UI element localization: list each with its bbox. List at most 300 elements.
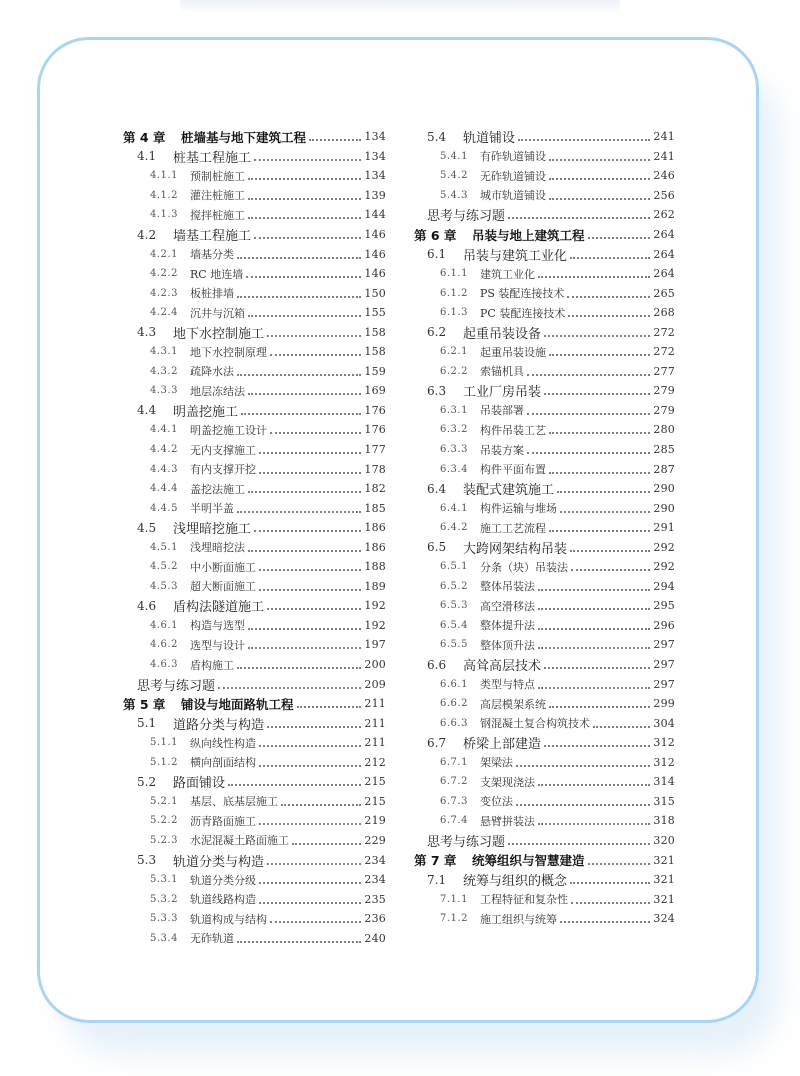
toc-entry-page: 158 xyxy=(364,345,386,359)
toc-entry-title: 盖挖法施工 xyxy=(190,482,245,496)
dot-leader xyxy=(549,158,650,161)
toc-entry-number: 4.4.3 xyxy=(150,463,178,475)
dot-leader xyxy=(568,314,650,317)
toc-entry-page: 256 xyxy=(653,188,675,202)
toc-entry-chapter[interactable] xyxy=(414,850,675,870)
toc-entry-page: 264 xyxy=(653,228,675,241)
toc-entry-number: 6.6.3 xyxy=(440,717,468,729)
toc-entry-title: 桥梁上部建造 xyxy=(463,737,542,753)
toc-entry-page: 240 xyxy=(364,931,386,945)
toc-entry-number: 7.1.1 xyxy=(440,893,468,905)
toc-entry-section[interactable] xyxy=(123,772,386,792)
toc-entry-subsection[interactable] xyxy=(123,928,386,948)
dot-leader xyxy=(538,686,650,689)
toc-entry-page: 176 xyxy=(364,423,386,437)
toc-entry-title: 整体顶升法 xyxy=(480,638,535,652)
toc-entry-number: 6.2 xyxy=(427,325,447,340)
toc-entry-page: 177 xyxy=(364,443,386,457)
toc-entry-title: 地层冻结法 xyxy=(190,384,245,398)
toc-entry-number: 4.6.3 xyxy=(150,659,178,671)
toc-entry-page: 134 xyxy=(364,130,386,144)
toc-entry-title: 桩墙基与地下建筑工程 xyxy=(181,129,307,145)
toc-entry-page: 280 xyxy=(653,423,675,437)
toc-entry-number: 4.3.3 xyxy=(150,385,178,397)
dot-leader xyxy=(254,236,361,239)
toc-entry-subsection[interactable] xyxy=(123,577,386,597)
toc-entry-title: 无砟轨道 xyxy=(190,932,234,946)
toc-entry-number: 第 4 章 xyxy=(123,129,166,145)
toc-entry-page: 246 xyxy=(653,169,675,183)
toc-entry-number: 4.4 xyxy=(137,403,157,418)
toc-entry-subsection[interactable] xyxy=(414,694,675,714)
toc-entry-page: 291 xyxy=(653,521,675,535)
dot-leader xyxy=(292,842,361,845)
dot-leader xyxy=(570,549,650,552)
toc-entry-title: 变位法 xyxy=(480,795,513,809)
toc-entry-number: 5.2 xyxy=(137,774,157,789)
toc-entry-number: 6.7.3 xyxy=(440,795,468,807)
toc-entry-title: 沥青路面施工 xyxy=(190,814,256,828)
toc-entry-subsection[interactable] xyxy=(414,283,675,303)
toc-entry-number: 6.1.2 xyxy=(440,287,468,299)
toc-entry-page: 297 xyxy=(653,638,675,652)
dot-leader xyxy=(527,451,650,454)
dot-leader xyxy=(549,529,650,532)
dot-leader xyxy=(248,216,361,219)
toc-entry-exercise[interactable] xyxy=(414,205,675,225)
toc-entry-page: 234 xyxy=(364,873,386,887)
toc-entry-page: 304 xyxy=(653,716,675,730)
toc-entry-subsection[interactable] xyxy=(123,498,386,518)
toc-entry-page: 321 xyxy=(653,892,675,906)
toc-entry-title: 浅埋暗挖施工 xyxy=(173,522,252,538)
toc-entry-page: 234 xyxy=(364,853,386,867)
dot-leader xyxy=(267,725,361,728)
toc-entry-subsection[interactable] xyxy=(123,811,386,831)
toc-entry-page: 192 xyxy=(364,618,386,632)
toc-entry-page: 215 xyxy=(364,775,386,789)
toc-entry-section[interactable] xyxy=(123,518,386,538)
toc-entry-title: 装配式建筑施工 xyxy=(463,483,555,499)
toc-entry-title: 无内支撑施工 xyxy=(190,443,256,457)
toc-entry-subsection[interactable] xyxy=(123,420,386,440)
toc-entry-title: 地下水控制原理 xyxy=(190,345,267,359)
toc-entry-page: 229 xyxy=(364,833,386,847)
toc-entry-subsection[interactable] xyxy=(123,244,386,264)
toc-entry-page: 158 xyxy=(364,325,386,339)
toc-entry-number: 5.3.1 xyxy=(150,874,178,886)
toc-entry-page: 312 xyxy=(653,755,675,769)
toc-entry-title: 盾构法隧道施工 xyxy=(173,600,265,616)
toc-entry-page: 314 xyxy=(653,775,675,789)
dot-leader xyxy=(237,256,361,259)
toc-entry-subsection[interactable] xyxy=(123,283,386,303)
toc-entry-number: 5.3.4 xyxy=(150,932,178,944)
toc-entry-title: 构造与选型 xyxy=(190,619,245,633)
toc-entry-subsection[interactable] xyxy=(123,264,386,284)
toc-entry-number: 4.5.1 xyxy=(150,541,178,553)
toc-entry-exercise[interactable] xyxy=(414,831,675,851)
toc-entry-title: 构件运输与堆场 xyxy=(480,502,557,516)
toc-entry-page: 146 xyxy=(364,247,386,261)
dot-leader xyxy=(248,490,361,493)
toc-entry-title: 吊装部署 xyxy=(480,404,524,418)
dot-leader xyxy=(549,431,650,434)
toc-entry-subsection[interactable] xyxy=(414,596,675,616)
dot-leader xyxy=(516,764,650,767)
toc-entry-title: 轨道线路构造 xyxy=(190,893,256,907)
toc-entry-subsection[interactable] xyxy=(123,557,386,577)
toc-entry-title: 建筑工业化 xyxy=(480,267,535,281)
toc-entry-subsection[interactable] xyxy=(414,459,675,479)
toc-entry-page: 189 xyxy=(364,579,386,593)
toc-entry-title: 吊装与建筑工业化 xyxy=(463,248,568,264)
toc-entry-page: 185 xyxy=(364,501,386,515)
toc-entry-subsection[interactable] xyxy=(414,772,675,792)
toc-entry-subsection[interactable] xyxy=(414,166,675,186)
toc-entry-title: 盾构施工 xyxy=(190,658,234,672)
toc-entry-page: 290 xyxy=(653,482,675,496)
toc-entry-title: 高空滑移法 xyxy=(480,599,535,613)
toc-entry-number: 4.1.3 xyxy=(150,209,178,221)
toc-entry-subsection[interactable] xyxy=(123,733,386,753)
toc-entry-page: 209 xyxy=(364,677,386,691)
toc-entry-page: 146 xyxy=(364,267,386,281)
toc-entry-number: 6.3.2 xyxy=(440,424,468,436)
dot-leader xyxy=(527,373,650,376)
toc-entry-title: 起重吊装设施 xyxy=(480,345,546,359)
toc-entry-title: 半明半盖 xyxy=(190,502,234,516)
toc-entry-section[interactable] xyxy=(414,870,675,890)
dot-leader xyxy=(267,862,361,865)
toc-entry-page: 297 xyxy=(653,658,675,672)
toc-entry-title: 铺设与地面路轨工程 xyxy=(181,696,294,712)
toc-entry-section[interactable] xyxy=(414,479,675,499)
toc-entry-title: 施工工艺流程 xyxy=(480,521,546,535)
dot-leader xyxy=(549,197,650,200)
toc-entry-title: 吊装方案 xyxy=(480,443,524,457)
dot-leader xyxy=(593,725,650,728)
toc-entry-subsection[interactable] xyxy=(123,792,386,812)
toc-entry-subsection[interactable] xyxy=(414,713,675,733)
dot-leader xyxy=(549,177,650,180)
toc-entry-page: 241 xyxy=(653,130,675,144)
toc-entry-subsection[interactable] xyxy=(123,537,386,557)
toc-entry-page: 219 xyxy=(364,814,386,828)
dot-leader xyxy=(237,510,361,513)
toc-entry-subsection[interactable] xyxy=(123,459,386,479)
toc-entry-page: 134 xyxy=(364,169,386,183)
toc-column-left xyxy=(123,127,386,948)
toc-entry-number: 4.5 xyxy=(137,520,157,535)
toc-entry-number: 6.5.1 xyxy=(440,561,468,573)
toc-entry-subsection[interactable] xyxy=(123,303,386,323)
toc-entry-section[interactable] xyxy=(123,713,386,733)
toc-entry-subsection[interactable] xyxy=(414,811,675,831)
toc-entry-title: 有砟轨道铺设 xyxy=(480,150,546,164)
toc-entry-section[interactable] xyxy=(414,322,675,342)
toc-entry-number: 6.5.2 xyxy=(440,580,468,592)
toc-entry-title: 统筹与组织的概念 xyxy=(463,874,568,890)
toc-entry-title: 水泥混凝土路面施工 xyxy=(190,834,289,848)
toc-entry-subsection[interactable] xyxy=(123,831,386,851)
toc-entry-subsection[interactable] xyxy=(123,342,386,362)
dot-leader xyxy=(248,549,361,552)
toc-entry-subsection[interactable] xyxy=(414,440,675,460)
toc-entry-number: 6.4.1 xyxy=(440,502,468,514)
toc-entry-page: 297 xyxy=(653,677,675,691)
toc-entry-page: 262 xyxy=(653,208,675,222)
toc-entry-subsection[interactable] xyxy=(123,635,386,655)
toc-entry-page: 279 xyxy=(653,384,675,398)
toc-entry-page: 324 xyxy=(653,912,675,926)
toc-entry-subsection[interactable] xyxy=(123,655,386,675)
toc-entry-section[interactable] xyxy=(414,381,675,401)
toc-entry-page: 150 xyxy=(364,286,386,300)
dot-leader xyxy=(538,822,650,825)
dot-leader xyxy=(241,412,361,415)
toc-entry-page: 315 xyxy=(653,794,675,808)
toc-entry-number: 5.3 xyxy=(137,853,157,867)
dot-leader xyxy=(237,940,361,943)
toc-entry-subsection[interactable] xyxy=(414,909,675,929)
dot-leader xyxy=(237,373,361,376)
toc-entry-page: 321 xyxy=(653,873,675,887)
toc-entry-title: 预制桩施工 xyxy=(190,169,245,183)
toc-entry-section[interactable] xyxy=(414,127,675,147)
toc-entry-page: 211 xyxy=(364,697,386,711)
toc-entry-page: 312 xyxy=(653,736,675,750)
toc-entry-page: 296 xyxy=(653,618,675,632)
toc-entry-title: 有内支撑开挖 xyxy=(190,463,256,477)
toc-entry-subsection[interactable] xyxy=(123,889,386,909)
toc-entry-title: 高层模架系统 xyxy=(480,697,546,711)
toc-entry-number: 4.6 xyxy=(137,598,157,613)
toc-entry-subsection[interactable] xyxy=(414,557,675,577)
dot-leader xyxy=(538,646,650,649)
toc-entry-page: 139 xyxy=(364,188,386,202)
toc-entry-title: 轨道铺设 xyxy=(463,131,516,147)
toc-entry-title: 起重吊装设备 xyxy=(463,326,542,342)
toc-entry-section[interactable] xyxy=(123,147,386,167)
toc-entry-subsection[interactable] xyxy=(123,479,386,499)
toc-entry-page: 320 xyxy=(653,833,675,847)
dot-leader xyxy=(297,705,362,708)
toc-entry-subsection[interactable] xyxy=(414,889,675,909)
dot-leader xyxy=(538,588,650,591)
toc-entry-title: 墙基分类 xyxy=(190,248,234,262)
toc-entry-subsection[interactable] xyxy=(414,420,675,440)
toc-entry-number: 6.1.3 xyxy=(440,307,468,319)
toc-entry-page: 272 xyxy=(653,325,675,339)
toc-entry-subsection[interactable] xyxy=(414,186,675,206)
toc-entry-page: 294 xyxy=(653,579,675,593)
toc-entry-page: 265 xyxy=(653,286,675,300)
toc-entry-number: 5.4.3 xyxy=(440,189,468,201)
toc-entry-exercise[interactable] xyxy=(123,674,386,694)
toc-entry-subsection[interactable] xyxy=(414,362,675,382)
toc-entry-subsection[interactable] xyxy=(414,753,675,773)
dot-leader xyxy=(538,607,650,610)
toc-entry-number: 4.4.2 xyxy=(150,444,178,456)
toc-entry-title: 大跨网架结构吊装 xyxy=(463,541,568,557)
toc-entry-number: 4.3.1 xyxy=(150,346,178,358)
dot-leader xyxy=(254,529,361,532)
toc-entry-number: 5.1.2 xyxy=(150,756,178,768)
toc-entry-title: 思考与练习题 xyxy=(427,834,506,850)
toc-entry-subsection[interactable] xyxy=(414,674,675,694)
toc-entry-title: 轨道分类与构造 xyxy=(173,854,265,870)
toc-entry-title: 桩基工程施工 xyxy=(173,150,252,166)
toc-entry-title: 道路分类与构造 xyxy=(173,717,265,733)
toc-entry-title: RC 地连墙 xyxy=(190,267,244,281)
toc-entry-section[interactable] xyxy=(123,225,386,245)
toc-entry-chapter[interactable] xyxy=(414,225,675,245)
toc-entry-section[interactable] xyxy=(123,850,386,870)
toc-entry-section[interactable] xyxy=(414,655,675,675)
dot-leader xyxy=(267,607,361,610)
dot-leader xyxy=(270,431,361,434)
toc-entry-subsection[interactable] xyxy=(414,616,675,636)
toc-entry-section[interactable] xyxy=(123,596,386,616)
toc-entry-title: 分条（块）吊装法 xyxy=(480,560,568,574)
toc-entry-number: 6.4 xyxy=(427,481,447,496)
toc-entry-title: 构件平面布置 xyxy=(480,463,546,477)
toc-entry-title: 轨道构成与结构 xyxy=(190,912,267,926)
toc-entry-section[interactable] xyxy=(414,244,675,264)
toc-entry-title: 搅拌桩施工 xyxy=(190,208,245,222)
toc-entry-subsection[interactable] xyxy=(123,186,386,206)
dot-leader xyxy=(549,353,650,356)
toc-entry-page: 159 xyxy=(364,364,386,378)
toc-entry-page: 277 xyxy=(653,364,675,378)
dot-leader xyxy=(567,295,650,298)
toc-entry-title: 工程特征和复杂性 xyxy=(480,893,568,907)
toc-entry-page: 144 xyxy=(364,208,386,222)
dot-leader xyxy=(544,744,650,747)
dot-leader xyxy=(570,881,650,884)
toc-entry-number: 4.6.1 xyxy=(150,619,178,631)
toc-entry-subsection[interactable] xyxy=(414,498,675,518)
toc-entry-number: 5.3.2 xyxy=(150,893,178,905)
toc-entry-subsection[interactable] xyxy=(123,205,386,225)
toc-entry-page: 299 xyxy=(653,697,675,711)
toc-entry-number: 4.2 xyxy=(137,227,157,242)
toc-entry-page: 188 xyxy=(364,560,386,574)
toc-entry-number: 6.5 xyxy=(427,540,447,555)
dot-leader xyxy=(218,686,361,689)
toc-entry-subsection[interactable] xyxy=(123,909,386,929)
toc-entry-title: 高耸高层技术 xyxy=(463,659,542,675)
toc-entry-section[interactable] xyxy=(414,537,675,557)
toc-entry-page: 272 xyxy=(653,345,675,359)
toc-entry-section[interactable] xyxy=(123,401,386,421)
toc-entry-page: 155 xyxy=(364,306,386,320)
dot-leader xyxy=(527,412,650,415)
toc-entry-chapter[interactable] xyxy=(123,694,386,714)
toc-entry-subsection[interactable] xyxy=(123,166,386,186)
toc-entry-number: 6.3 xyxy=(427,383,447,398)
toc-entry-page: 241 xyxy=(653,149,675,163)
toc-entry-number: 6.3.4 xyxy=(440,463,468,475)
toc-entry-subsection[interactable] xyxy=(414,342,675,362)
dot-leader xyxy=(259,822,361,825)
dot-leader xyxy=(309,138,361,141)
toc-entry-page: 178 xyxy=(364,462,386,476)
toc-entry-number: 4.6.2 xyxy=(150,639,178,651)
toc-entry-subsection[interactable] xyxy=(123,616,386,636)
toc-entry-title: 轨道分类分级 xyxy=(190,873,256,887)
toc-entry-title: 索锚机具 xyxy=(480,365,524,379)
toc-entry-number: 4.4.1 xyxy=(150,424,178,436)
toc-entry-subsection[interactable] xyxy=(123,753,386,773)
toc-entry-subsection[interactable] xyxy=(123,362,386,382)
toc-entry-title: 悬臂拼装法 xyxy=(480,814,535,828)
toc-entry-title: 城市轨道铺设 xyxy=(480,189,546,203)
toc-entry-subsection[interactable] xyxy=(414,518,675,538)
dot-leader xyxy=(549,471,650,474)
toc-entry-title: 明盖挖施工 xyxy=(173,404,239,420)
dot-leader xyxy=(588,236,651,239)
dot-leader xyxy=(538,783,650,786)
toc-entry-number: 7.1 xyxy=(427,872,447,887)
toc-entry-title: 沉井与沉箱 xyxy=(190,306,245,320)
toc-entry-subsection[interactable] xyxy=(414,147,675,167)
toc-entry-number: 6.7 xyxy=(427,735,447,750)
toc-entry-subsection[interactable] xyxy=(414,635,675,655)
toc-entry-number: 4.4.4 xyxy=(150,483,178,495)
toc-entry-subsection[interactable] xyxy=(414,792,675,812)
toc-entry-subsection[interactable] xyxy=(414,303,675,323)
toc-entry-page: 292 xyxy=(653,540,675,554)
toc-entry-number: 第 7 章 xyxy=(414,853,457,868)
toc-entry-number: 6.5.4 xyxy=(440,619,468,631)
toc-entry-number: 4.2.1 xyxy=(150,248,178,260)
toc-entry-title: 选型与设计 xyxy=(190,638,245,652)
dot-leader xyxy=(270,920,361,923)
toc-entry-section[interactable] xyxy=(123,322,386,342)
toc-entry-chapter[interactable] xyxy=(123,127,386,147)
toc-entry-title: PC 装配连接技术 xyxy=(480,306,566,320)
toc-entry-subsection[interactable] xyxy=(123,870,386,890)
toc-entry-page: 235 xyxy=(364,892,386,906)
toc-entry-page: 197 xyxy=(364,638,386,652)
toc-entry-subsection[interactable] xyxy=(123,381,386,401)
toc-entry-title: 横向剖面结构 xyxy=(190,756,256,770)
dot-leader xyxy=(259,744,361,747)
toc-entry-number: 4.1.1 xyxy=(150,170,178,182)
toc-entry-subsection[interactable] xyxy=(414,264,675,284)
toc-entry-title: 吊装与地上建筑工程 xyxy=(472,227,585,243)
dot-leader xyxy=(571,568,650,571)
dot-leader xyxy=(248,646,361,649)
toc-entry-subsection[interactable] xyxy=(414,401,675,421)
toc-entry-section[interactable] xyxy=(414,733,675,753)
toc-entry-title: 工业厂房吊装 xyxy=(463,385,542,401)
toc-entry-number: 4.5.2 xyxy=(150,561,178,573)
toc-entry-number: 5.3.3 xyxy=(150,913,178,925)
dot-leader xyxy=(560,510,650,513)
toc-entry-subsection[interactable] xyxy=(414,577,675,597)
toc-entry-number: 6.3.3 xyxy=(440,444,468,456)
dot-leader xyxy=(246,275,361,278)
toc-entry-title: 施工组织与统筹 xyxy=(480,912,557,926)
toc-entry-title: 无砟轨道铺设 xyxy=(480,169,546,183)
toc-entry-number: 6.1.1 xyxy=(440,268,468,280)
toc-entry-subsection[interactable] xyxy=(123,440,386,460)
toc-entry-page: 146 xyxy=(364,228,386,241)
toc-entry-number: 6.5.5 xyxy=(440,639,468,651)
